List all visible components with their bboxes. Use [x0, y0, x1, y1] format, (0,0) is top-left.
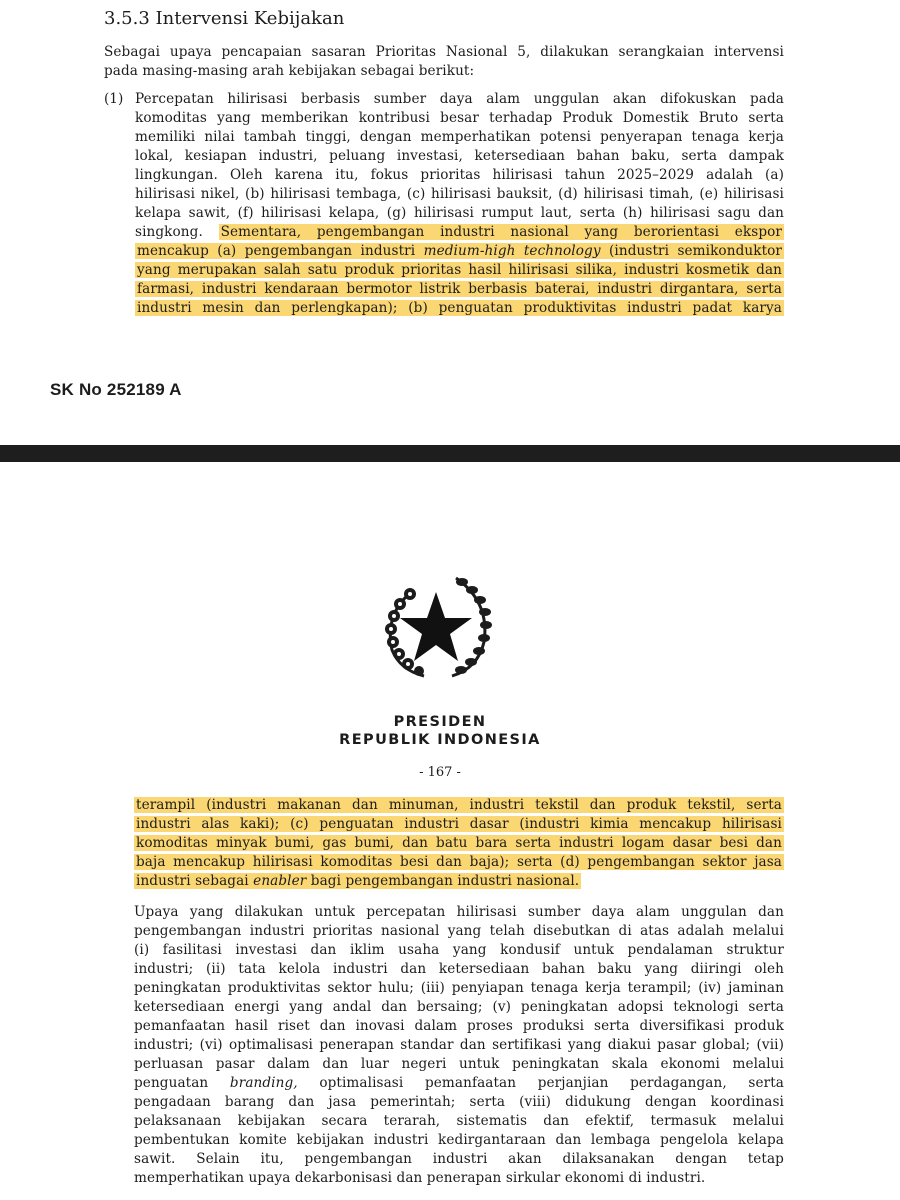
document-number: SK No 252189 A	[50, 380, 182, 399]
header-republic: REPUBLIK INDONESIA	[339, 732, 541, 748]
item-line: hilirisasi nikel, (b) hilirisasi tembaga, (c) hilirisasi bauksit, (d) hilirisasi timah, (e) hilirisasi	[135, 186, 784, 202]
body-line: pembentukan komite kebijakan industri kedirgantaraan dan lembaga pengelola kelapa	[134, 1132, 784, 1148]
cont-line	[134, 815, 784, 834]
highlighted-text	[135, 243, 784, 259]
highlighted-text-part: mencakup (a) pengembangan industri	[137, 243, 424, 259]
highlighted-text: yang merupakan salah satu produk prioritas hasil hilirisasi silika, industri kosmetik dan	[137, 262, 782, 278]
body-line: industri; (ii) tata kelola industri dan ketersediaan bahan baku yang diiringi oleh	[134, 961, 784, 977]
section-title: 3.5.3 Intervensi Kebijakan	[104, 8, 345, 29]
highlighted-text-part: industri sebagai	[136, 873, 254, 889]
highlighted-text: baja mencakup hilirisasi komoditas besi dan baja); serta (d) pengembangan sektor jasa	[136, 854, 782, 870]
item-line: kelapa sawit, (f) hilirisasi kelapa, (g) hilirisasi rumput laut, serta (h) hilirisasi sagu dan	[135, 205, 784, 221]
body-line: industri; (vi) optimalisasi penerapan standar dan sertifikasi yang diakui pasar global; (vii)	[134, 1037, 784, 1053]
body-line: perluasan pasar dalam dan luar negeri untuk peningkatan skala ekonomi melalui	[134, 1056, 784, 1072]
italic-term: branding,	[229, 1075, 298, 1091]
body-line: pengadaan barang dan jasa pemerintah; serta (viii) didukung dengan koordinasi	[134, 1094, 784, 1110]
highlighted-text-part: bagi pengembangan industri nasional.	[306, 873, 580, 889]
intro-line: Sebagai upaya pencapaian sasaran Prioritas Nasional 5, dilakukan serangkaian intervensi	[104, 44, 784, 60]
body-line: Upaya yang dilakukan untuk percepatan hilirisasi sumber daya alam unggulan dan	[134, 904, 784, 920]
intro-paragraph	[104, 43, 784, 81]
body-line: pelaksanaan kebijakan secara terarah, sistematis dan efektif, termasuk melalui	[134, 1113, 784, 1129]
body-text: optimalisasi pemanfaatan perjanjian perdagangan, serta	[297, 1075, 784, 1091]
body-paragraph	[134, 903, 784, 1188]
continued-paragraph	[134, 796, 784, 891]
item-line: komoditas yang memberikan kontribusi besar terhadap Produk Domestik Bruto serta	[135, 110, 784, 126]
italic-term: enabler	[253, 873, 307, 889]
garuda-star-emblem-icon	[370, 572, 500, 682]
list-item-paragraph	[135, 90, 784, 318]
body-line: sawit. Selain itu, pengembangan industri akan dilaksanakan dengan tetap	[134, 1151, 784, 1167]
body-line: pengembangan industri prioritas nasional yang telah disebutkan di atas adalah melalui	[134, 923, 784, 939]
header-president: PRESIDEN	[393, 714, 487, 730]
page-number: - 167 -	[419, 765, 461, 780]
item-line: lingkungan. Oleh karena itu, fokus prioritas hilirisasi tahun 2025–2029 adalah (a)	[135, 167, 784, 183]
page-divider	[0, 445, 900, 462]
body-line: peningkatan produktivitas sektor hulu; (iii) penyiapan tenaga kerja terampil; (iv) jaminan	[134, 980, 784, 996]
body-line	[134, 1074, 784, 1093]
list-item-number: (1)	[104, 91, 124, 107]
highlighted-text: Sementara, pengembangan industri nasional yang berorientasi ekspor	[220, 224, 783, 240]
item-text: singkong.	[135, 224, 203, 240]
body-line: ketersediaan energi yang andal dan bersaing; (v) peningkatan adopsi teknologi serta	[134, 999, 784, 1015]
highlighted-text: terampil (industri makanan dan minuman, industri tekstil dan produk tekstil, serta	[136, 797, 782, 813]
highlighted-text	[134, 873, 581, 889]
body-text: penguatan	[134, 1075, 230, 1091]
cont-line	[134, 853, 784, 872]
highlighted-text: farmasi, industri kendaraan bermotor listrik berbasis baterai, industri dirgantara, serta	[137, 281, 782, 297]
item-line	[135, 242, 784, 261]
item-line: lokal, kesiapan industri, peluang investasi, ketersediaan bahan baku, serta dampak	[135, 148, 784, 164]
intro-line: pada masing-masing arah kebijakan sebagai berikut:	[104, 63, 475, 79]
highlighted-text: industri alas kaki); (c) penguatan industri dasar (industri kimia mencakup hilirisasi	[136, 816, 782, 832]
top-page	[0, 0, 900, 445]
item-line	[135, 223, 784, 242]
cont-line	[134, 796, 784, 815]
item-line	[135, 261, 784, 280]
item-line: memiliki nilai tambah tinggi, dengan memperhatikan potensi penyerapan tenaga kerja	[135, 129, 784, 145]
highlighted-text: industri mesin dan perlengkapan); (b) penguatan produktivitas industri padat karya	[137, 300, 782, 316]
item-line	[135, 299, 784, 318]
italic-term: medium-high technology	[423, 243, 601, 259]
bottom-page	[0, 462, 900, 1200]
highlighted-text-part: (industri semikonduktor	[600, 243, 783, 259]
body-line: pemanfaatan hasil riset dan inovasi dalam proses produksi serta diversifikasi produk	[134, 1018, 784, 1034]
body-line: memperhatikan upaya dekarbonisasi dan penerapan sirkular ekonomi di industri.	[134, 1170, 706, 1186]
item-line	[135, 280, 784, 299]
cont-line	[134, 834, 784, 853]
cont-line	[134, 872, 784, 891]
item-line: Percepatan hilirisasi berbasis sumber daya alam unggulan akan difokuskan pada	[135, 91, 784, 107]
body-line: (i) fasilitasi investasi dan iklim usaha yang kondusif untuk pendalaman struktur	[134, 942, 784, 958]
highlighted-text: komoditas minyak bumi, gas bumi, dan batu bara serta industri logam dasar besi dan	[136, 835, 782, 851]
